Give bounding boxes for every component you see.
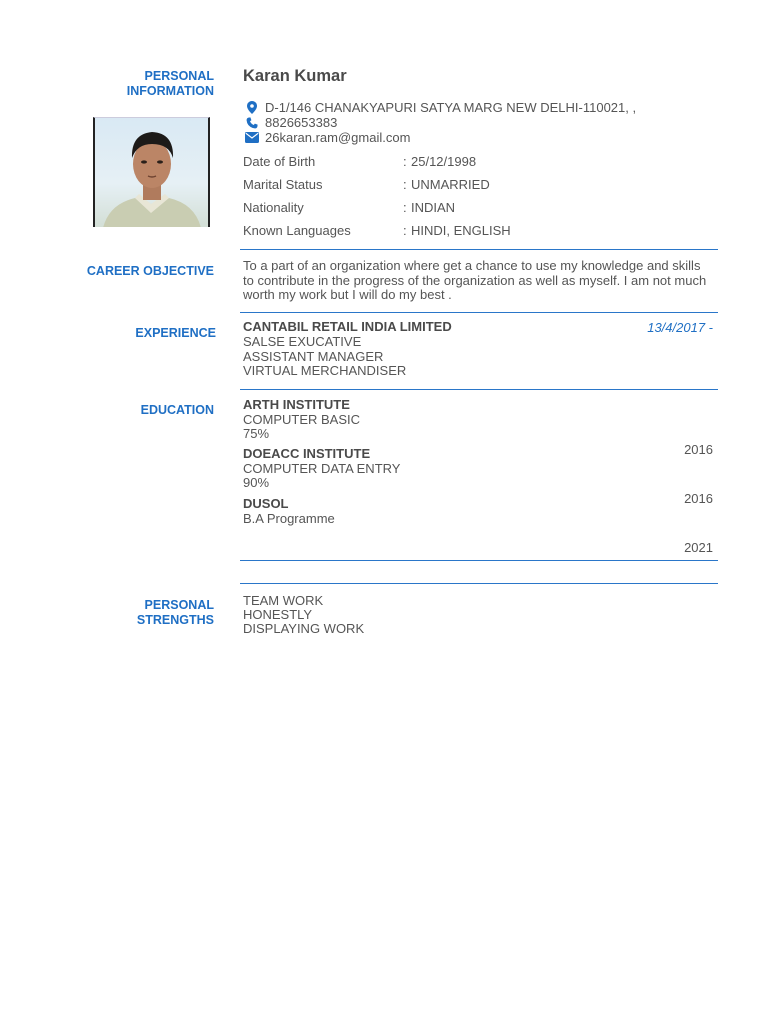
marital-status-label: Marital Status — [243, 177, 323, 192]
strength-item: HONESTLY — [243, 607, 313, 622]
section-divider — [240, 389, 718, 390]
languages-value: HINDI, ENGLISH — [411, 223, 511, 238]
education-year: 2021 — [684, 540, 713, 555]
experience-role: VIRTUAL MERCHANDISER — [243, 363, 407, 378]
marital-status-value: UNMARRIED — [411, 177, 490, 192]
education-course: COMPUTER BASIC — [243, 412, 361, 427]
email-link[interactable]: 26karan.ram@gmail.com — [265, 130, 411, 145]
experience-date: 13/4/2017 - — [647, 320, 713, 335]
nationality-colon: : — [403, 200, 407, 215]
address-text: D-1/146 CHANAKYAPURI SATYA MARG NEW DELHI-110021, , — [265, 100, 637, 115]
nationality-value: INDIAN — [411, 200, 456, 215]
section-divider — [240, 312, 718, 313]
section-title-career-objective: CAREER OBJECTIVE — [86, 264, 214, 278]
dob-value: 25/12/1998 — [411, 154, 477, 169]
education-institute: ARTH INSTITUTE — [243, 397, 350, 412]
dob-label: Date of Birth — [243, 154, 316, 169]
phone-icon — [245, 116, 259, 129]
section-title-personal-strengths: PERSONAL STRENGTHS — [136, 598, 214, 627]
phone-link[interactable]: 8826653383 — [265, 115, 338, 130]
section-divider — [240, 560, 718, 561]
languages-label: Known Languages — [243, 223, 351, 238]
education-year: 2016 — [684, 491, 713, 506]
strength-item: TEAM WORK — [243, 593, 324, 608]
avatar — [95, 118, 208, 227]
map-marker-icon — [245, 101, 259, 114]
section-title-personal-information: PERSONAL INFORMATION — [126, 69, 214, 98]
education-score: 90% — [243, 475, 270, 490]
person-name: Karan Kumar — [243, 67, 347, 85]
dob-colon: : — [403, 154, 407, 169]
section-title-experience: EXPERIENCE — [135, 326, 216, 340]
education-course: COMPUTER DATA ENTRY — [243, 461, 401, 476]
languages-colon: : — [403, 223, 407, 238]
nationality-label: Nationality — [243, 200, 304, 215]
education-course: B.A Programme — [243, 511, 335, 526]
address-row — [245, 100, 636, 115]
education-year: 2016 — [684, 442, 713, 457]
education-institute: DOEACC INSTITUTE — [243, 446, 371, 461]
experience-company: CANTABIL RETAIL INDIA LIMITED — [243, 319, 452, 334]
marital-status-colon: : — [403, 177, 407, 192]
experience-role: SALSE EXUCATIVE — [243, 334, 362, 349]
section-divider — [240, 249, 718, 250]
email-row — [245, 130, 410, 145]
education-institute: DUSOL — [243, 496, 289, 511]
career-objective-text: To a part of an organization where get a chance to use my knowledge and skills to contribute in the progress of the organization as well as myself. I am not much worth my work but I will do my best . — [243, 258, 707, 303]
envelope-icon — [245, 131, 259, 144]
section-title-education: EDUCATION — [140, 403, 214, 417]
phone-row — [245, 115, 337, 130]
profile-photo — [93, 117, 210, 227]
section-divider — [240, 583, 718, 584]
education-score: 75% — [243, 426, 270, 441]
experience-role: ASSISTANT MANAGER — [243, 349, 384, 364]
strength-item: DISPLAYING WORK — [243, 621, 365, 636]
